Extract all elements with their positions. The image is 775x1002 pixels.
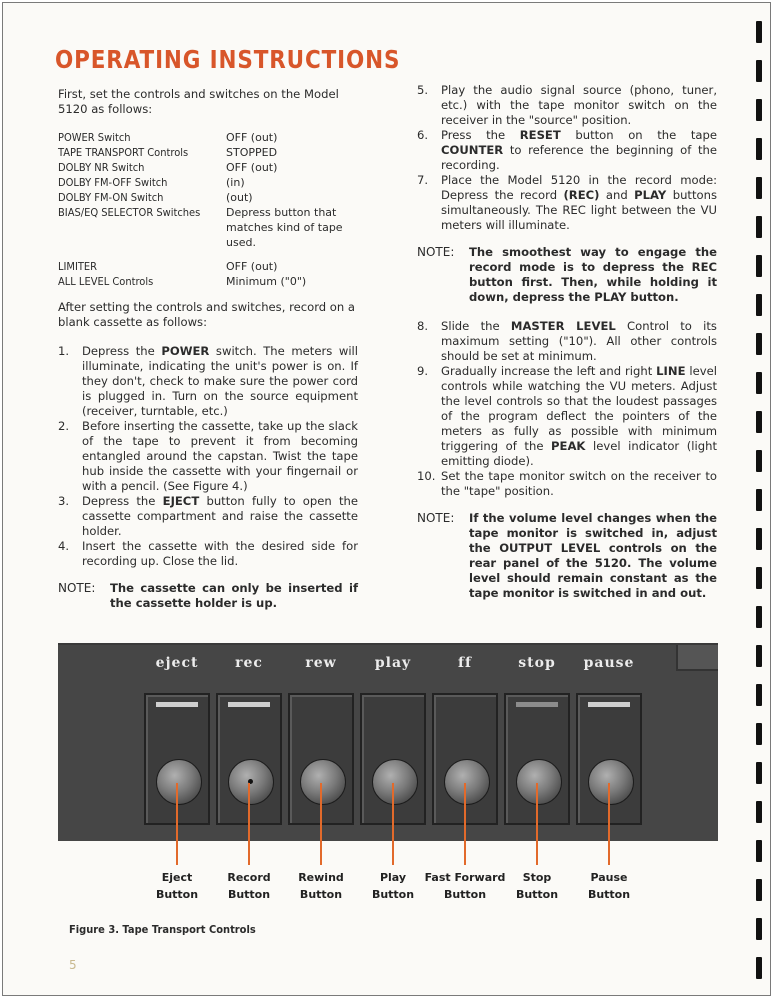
step-keyword: MASTER LEVEL — [510, 319, 616, 333]
callout-line-1: Fast Forward — [424, 871, 506, 884]
after-settings-text: After setting the controls and switches, record on a blank cassette as follows: — [58, 300, 356, 329]
note-label: NOTE: — [58, 581, 96, 595]
setting-name: DOLBY FM-OFF Switch — [58, 176, 168, 189]
setting-value: (in) — [226, 176, 245, 189]
setting-name: TAPE TRANSPORT Controls — [58, 146, 189, 159]
step-item — [58, 419, 358, 494]
binding-ring — [756, 216, 762, 238]
key-label-ff: ff — [457, 655, 473, 671]
setting-value: OFF (out) — [226, 131, 278, 144]
binding-ring — [756, 489, 762, 511]
step-text: Control to its maximum setting ("10"). All other controls should be set at minimum. — [441, 319, 717, 363]
pause-callout — [588, 869, 630, 903]
step-item — [58, 539, 358, 569]
setting-name: DOLBY NR Switch — [58, 161, 145, 174]
callout-line-1: Rewind — [298, 871, 344, 884]
note-label: NOTE: — [417, 245, 455, 259]
binding-ring — [756, 60, 762, 82]
eject-callout — [156, 869, 198, 903]
callout-line-2: Button — [227, 888, 271, 901]
callout-line-2: Button — [371, 888, 415, 901]
step-number: 1. — [58, 344, 70, 358]
step-keyword: COUNTER — [441, 143, 504, 157]
setting-value: OFF (out) — [226, 260, 278, 273]
step-text: Depress the — [82, 344, 162, 358]
step-text: level controls while watching the VU meters. Adjust the level controls so that the loudest passages of the program deflect the pointers of the meters as fully as possible with minimum triggering of the — [441, 364, 717, 453]
eject-knob[interactable] — [156, 759, 202, 805]
setting-value: OFF (out) — [226, 161, 278, 174]
note-text: The cassette can only be inserted if the cassette holder is up. — [110, 581, 358, 610]
intro-text: First, set the controls and switches on the Model 5120 as follows: — [58, 87, 339, 116]
step-text: to reference the beginning of the recording. — [441, 143, 717, 172]
step-keyword: RESET — [519, 128, 561, 142]
ff-knob[interactable] — [444, 759, 490, 805]
right-steps-list-b — [417, 319, 717, 499]
settings-spacer — [226, 250, 358, 259]
step-keyword: LINE — [656, 364, 686, 378]
step-item — [58, 494, 358, 539]
step-text: button fully to open the cassette compartment and raise the cassette holder. — [82, 494, 359, 538]
setting-name: LIMITER — [58, 260, 98, 273]
callout-line-1: Record — [227, 871, 271, 884]
binding-ring — [756, 801, 762, 823]
binding-ring — [756, 138, 762, 160]
step-item — [417, 128, 717, 173]
left-column — [58, 87, 358, 625]
step-keyword: (REC) — [563, 188, 600, 202]
note-label: NOTE: — [417, 511, 455, 525]
step-text: Place the Model 5120 in the record mode: Depress the record — [441, 173, 717, 202]
pause-knob[interactable] — [588, 759, 634, 805]
binding-ring — [756, 294, 762, 316]
step-item — [58, 344, 358, 419]
step-text: buttons simultaneously. The REC light between the VU meters will illuminate. — [441, 188, 718, 232]
callout-line-2: Button — [587, 888, 631, 901]
note-text: The smoothest way to engage the record mode is to depress the REC button first. Then, while holding it down, depress the PLAY button. — [469, 245, 717, 304]
callout-line-2: Button — [299, 888, 343, 901]
setting-name: DOLBY FM-ON Switch — [58, 191, 164, 204]
binding-ring — [756, 840, 762, 862]
step-item — [417, 469, 717, 499]
binding-ring — [756, 411, 762, 433]
callout-line-1: Stop — [522, 871, 552, 884]
callout-leader-line — [320, 783, 322, 865]
callout-leader-line — [608, 783, 610, 865]
binding-ring — [756, 450, 762, 472]
step-keyword: PLAY — [634, 188, 667, 202]
setting-value: Minimum ("0") — [226, 275, 307, 288]
step-number: 5. — [417, 83, 429, 97]
callout-line-2: Button — [155, 888, 199, 901]
step-text: Before inserting the cassette, take up the slack of the tape to prevent it from becoming entangled around the capstan. Twist the tape hub inside the cassette with your fingernail or with a pencil. (See Figure 4.) — [82, 419, 358, 493]
step-number: 2. — [58, 419, 70, 433]
step-text: and — [599, 188, 635, 202]
binding-ring — [756, 99, 762, 121]
step-number: 9. — [417, 364, 429, 378]
transport-panel — [58, 643, 718, 841]
play-knob[interactable] — [372, 759, 418, 805]
step-keyword: EJECT — [162, 494, 200, 508]
rec-knob[interactable] — [228, 759, 274, 805]
step-text: Slide the — [441, 319, 511, 333]
setting-name: POWER Switch — [58, 131, 131, 144]
binding-ring — [756, 177, 762, 199]
play-callout — [372, 869, 414, 903]
step-text: Set the tape monitor switch on the receiver to the "tape" position. — [441, 469, 717, 498]
step-text: button on the tape — [560, 128, 717, 142]
setting-name: BIAS/EQ SELECTOR Switches — [58, 206, 201, 219]
binding-ring — [756, 606, 762, 628]
binding-ring — [756, 918, 762, 940]
step-item — [417, 319, 717, 364]
step-number: 6. — [417, 128, 429, 142]
key-label-play: play — [374, 655, 412, 671]
step-text: switch. The meters will illuminate, indicating the unit's power is on. If they don't, check to make sure the power cord is plugged in. Turn on the source equipment (receiver, turntable, etc.) — [82, 344, 358, 418]
page-title: OPERATING INSTRUCTIONS — [55, 45, 401, 74]
left-steps-list — [58, 344, 358, 569]
ff-callout — [425, 869, 506, 903]
binding-ring — [756, 684, 762, 706]
step-number: 10. — [417, 469, 436, 483]
callout-leader-line — [464, 783, 466, 865]
step-text: level indicator (light emitting diode). — [441, 439, 717, 468]
right-steps-list-a — [417, 83, 717, 233]
manual-page — [2, 2, 771, 996]
spiral-binding — [752, 21, 762, 971]
step-number: 7. — [417, 173, 429, 187]
key-label-stop: stop — [518, 655, 556, 671]
step-text: Play the audio signal source (phono, tuner, etc.) with the tape monitor switch on the receiver in the "source" position. — [441, 83, 717, 127]
binding-ring — [756, 21, 762, 43]
note-3 — [417, 511, 717, 601]
settings-table — [58, 130, 358, 289]
note-2 — [417, 245, 717, 305]
figure-caption: Figure 3. Tape Transport Controls — [69, 923, 256, 936]
step-keyword: PEAK — [551, 439, 586, 453]
step-number: 4. — [58, 539, 70, 553]
key-indicator-light — [156, 702, 198, 707]
binding-ring — [756, 762, 762, 784]
rew-callout — [298, 869, 344, 903]
stop-knob[interactable] — [516, 759, 562, 805]
panel-corner-tab — [676, 645, 718, 671]
step-text: Insert the cassette with the desired side for recording up. Close the lid. — [82, 539, 358, 568]
key-indicator-light — [516, 702, 558, 707]
binding-ring — [756, 957, 762, 979]
callout-line-1: Pause — [590, 871, 628, 884]
binding-ring — [756, 567, 762, 589]
binding-ring — [756, 255, 762, 277]
callout-line-1: Play — [379, 871, 407, 884]
callout-line-1: Eject — [161, 871, 193, 884]
callout-line-2: Button — [443, 888, 487, 901]
binding-ring — [756, 645, 762, 667]
step-item — [417, 83, 717, 128]
tape-transport-figure — [58, 643, 718, 908]
step-number: 8. — [417, 319, 429, 333]
key-label-pause: pause — [583, 655, 635, 671]
step-number: 3. — [58, 494, 70, 508]
key-indicator-light — [588, 702, 630, 707]
setting-name: ALL LEVEL Controls — [58, 275, 154, 288]
step-text: Gradually increase the left and right — [441, 364, 657, 378]
settings-spacer — [58, 250, 226, 259]
callout-leader-line — [536, 783, 538, 865]
key-label-rew: rew — [305, 655, 337, 671]
note-text: If the volume level changes when the tape monitor is switched in, adjust the OUTPUT LEVEL controls on the rear panel of the 5120. The volume level should remain constant as the tape monitor is switched in and out. — [469, 511, 717, 600]
callout-leader-line — [176, 783, 178, 865]
stop-callout — [516, 869, 558, 903]
step-item — [417, 173, 717, 233]
step-text: Press the — [441, 128, 520, 142]
setting-value: Depress button that matches kind of tape used. — [226, 206, 343, 249]
setting-value: (out) — [226, 191, 253, 204]
rec-callout — [227, 869, 270, 903]
callout-leader-line — [392, 783, 394, 865]
key-label-eject: eject — [155, 655, 199, 671]
callout-leader-line — [248, 783, 250, 865]
binding-ring — [756, 723, 762, 745]
setting-value: STOPPED — [226, 146, 278, 159]
key-indicator-light — [228, 702, 270, 707]
key-label-rec: rec — [235, 655, 263, 671]
binding-ring — [756, 333, 762, 355]
note-1 — [58, 581, 358, 611]
rew-knob[interactable] — [300, 759, 346, 805]
step-keyword: POWER — [161, 344, 210, 358]
page-number: 5 — [69, 958, 77, 972]
binding-ring — [756, 879, 762, 901]
step-text: Depress the — [82, 494, 163, 508]
binding-ring — [756, 372, 762, 394]
right-column — [417, 83, 717, 615]
step-item — [417, 364, 717, 469]
callout-line-2: Button — [515, 888, 559, 901]
binding-ring — [756, 528, 762, 550]
